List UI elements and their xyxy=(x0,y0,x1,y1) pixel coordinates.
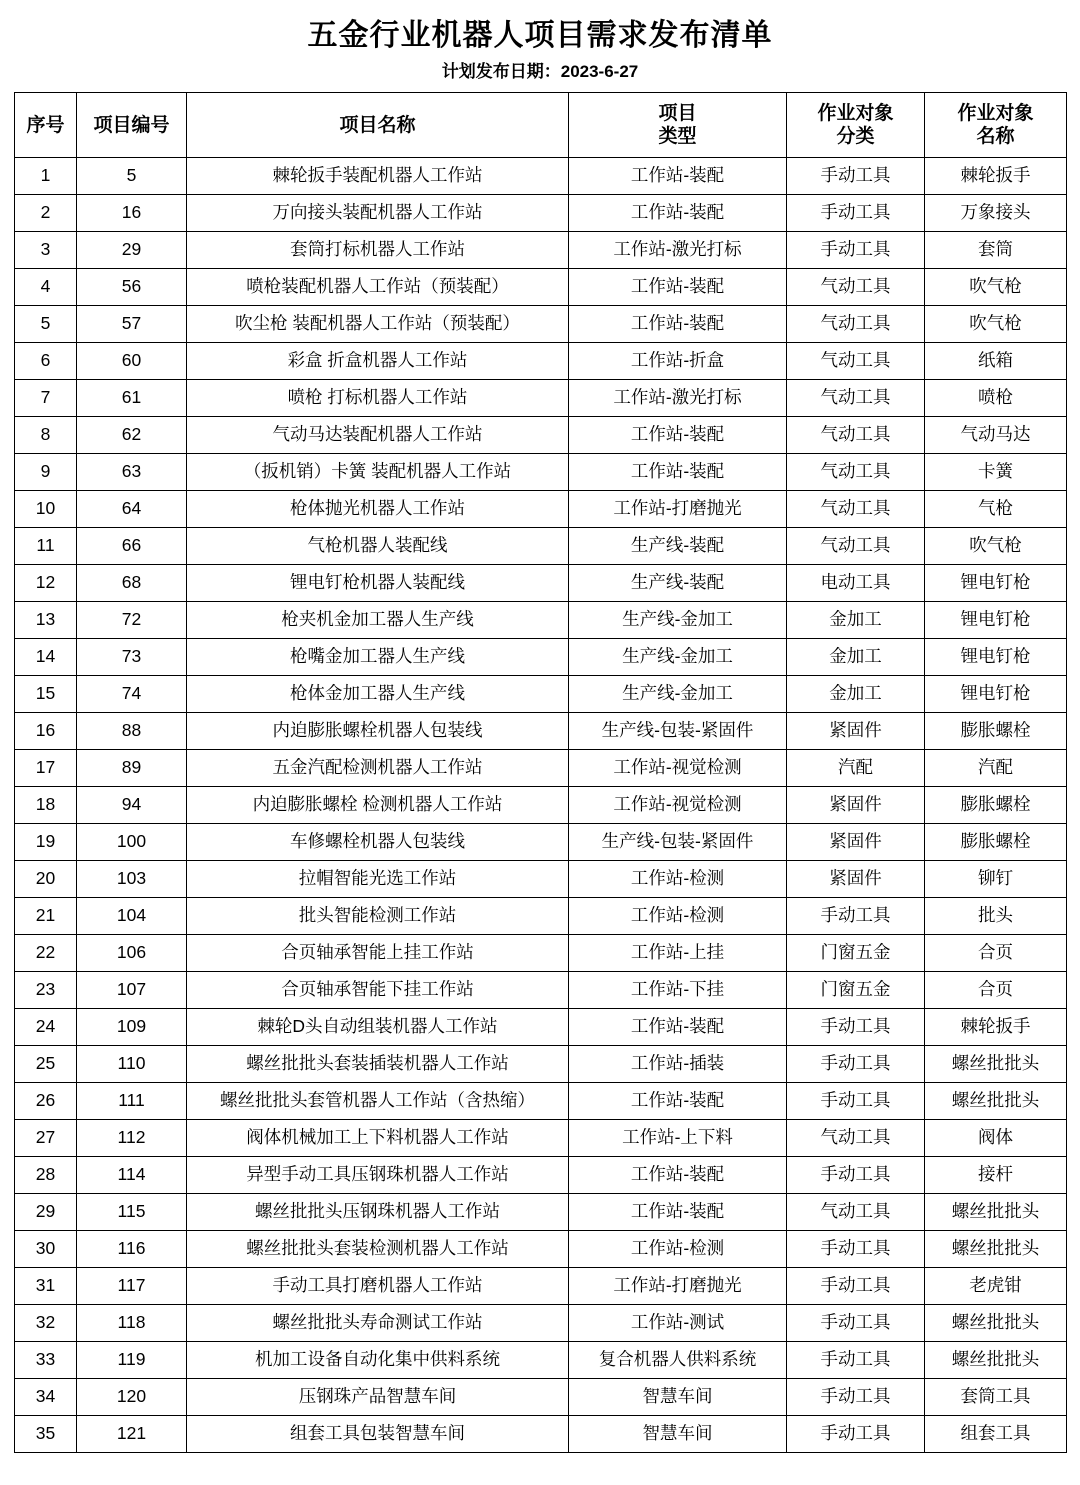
cell-object-name: 纸箱 xyxy=(925,343,1067,380)
cell-code: 68 xyxy=(77,565,187,602)
table-row xyxy=(15,1120,1067,1157)
table-row xyxy=(15,861,1067,898)
table-row xyxy=(15,1268,1067,1305)
cell-object-name: 汽配 xyxy=(925,750,1067,787)
cell-seq: 15 xyxy=(15,676,77,713)
column-header-object xyxy=(925,93,1067,158)
table-row xyxy=(15,1342,1067,1379)
cell-seq: 2 xyxy=(15,195,77,232)
cell-object-category: 紧固件 xyxy=(787,787,925,824)
publish-date-subtitle: 计划发布日期：2023-6-27 xyxy=(441,62,639,81)
cell-project-name: 内迫膨胀螺栓 检测机器人工作站 xyxy=(187,787,569,824)
cell-code: 88 xyxy=(77,713,187,750)
cell-object-category: 气动工具 xyxy=(787,380,925,417)
table-body xyxy=(15,158,1067,1453)
cell-object-category: 汽配 xyxy=(787,750,925,787)
cell-object-category: 手动工具 xyxy=(787,1231,925,1268)
table-row xyxy=(15,639,1067,676)
cell-object-name: 螺丝批批头 xyxy=(925,1342,1067,1379)
cell-project-name: 车修螺栓机器人包装线 xyxy=(187,824,569,861)
cell-seq: 35 xyxy=(15,1416,77,1453)
cell-project-name: 螺丝批批头压钢珠机器人工作站 xyxy=(187,1194,569,1231)
cell-object-category: 金加工 xyxy=(787,639,925,676)
cell-seq: 16 xyxy=(15,713,77,750)
cell-seq: 23 xyxy=(15,972,77,1009)
cell-project-name: 螺丝批批头套装插装机器人工作站 xyxy=(187,1046,569,1083)
cell-code: 109 xyxy=(77,1009,187,1046)
column-header-type-line2: 类型 xyxy=(658,126,697,148)
cell-seq: 1 xyxy=(15,158,77,195)
cell-project-name: 内迫膨胀螺栓机器人包装线 xyxy=(187,713,569,750)
table-row xyxy=(15,528,1067,565)
cell-code: 103 xyxy=(77,861,187,898)
cell-object-name: 批头 xyxy=(925,898,1067,935)
cell-project-name: （扳机销）卡簧 装配机器人工作站 xyxy=(187,454,569,491)
cell-object-name: 气枪 xyxy=(925,491,1067,528)
column-header-object-line1: 作业对象 xyxy=(957,102,1034,124)
column-header-category-line1: 作业对象 xyxy=(817,102,894,124)
cell-object-category: 气动工具 xyxy=(787,343,925,380)
cell-object-category: 气动工具 xyxy=(787,1120,925,1157)
cell-project-type: 生产线-金加工 xyxy=(569,676,787,713)
cell-project-type: 工作站-上下料 xyxy=(569,1120,787,1157)
table-row xyxy=(15,1046,1067,1083)
cell-code: 74 xyxy=(77,676,187,713)
cell-project-type: 工作站-检测 xyxy=(569,861,787,898)
cell-object-category: 手动工具 xyxy=(787,1416,925,1453)
cell-project-name: 合页轴承智能上挂工作站 xyxy=(187,935,569,972)
cell-seq: 22 xyxy=(15,935,77,972)
cell-code: 63 xyxy=(77,454,187,491)
table-row xyxy=(15,898,1067,935)
cell-code: 66 xyxy=(77,528,187,565)
cell-project-type: 工作站-视觉检测 xyxy=(569,750,787,787)
cell-project-name: 阀体机械加工上下料机器人工作站 xyxy=(187,1120,569,1157)
table-row xyxy=(15,1231,1067,1268)
cell-object-category: 气动工具 xyxy=(787,454,925,491)
cell-seq: 32 xyxy=(15,1305,77,1342)
cell-project-name: 万向接头装配机器人工作站 xyxy=(187,195,569,232)
cell-project-name: 枪体金加工器人生产线 xyxy=(187,676,569,713)
cell-project-name: 套筒打标机器人工作站 xyxy=(187,232,569,269)
cell-seq: 14 xyxy=(15,639,77,676)
cell-seq: 10 xyxy=(15,491,77,528)
cell-project-type: 工作站-视觉检测 xyxy=(569,787,787,824)
cell-object-name: 螺丝批批头 xyxy=(925,1046,1067,1083)
cell-project-name: 喷枪 打标机器人工作站 xyxy=(187,380,569,417)
cell-object-name: 合页 xyxy=(925,935,1067,972)
cell-seq: 5 xyxy=(15,306,77,343)
cell-project-type: 工作站-装配 xyxy=(569,1194,787,1231)
cell-code: 117 xyxy=(77,1268,187,1305)
table-row xyxy=(15,972,1067,1009)
cell-object-name: 万象接头 xyxy=(925,195,1067,232)
cell-project-name: 异型手动工具压钢珠机器人工作站 xyxy=(187,1157,569,1194)
cell-project-type: 工作站-装配 xyxy=(569,1083,787,1120)
table-row xyxy=(15,1305,1067,1342)
cell-seq: 21 xyxy=(15,898,77,935)
cell-code: 64 xyxy=(77,491,187,528)
table-row xyxy=(15,565,1067,602)
cell-code: 57 xyxy=(77,306,187,343)
column-header-seq: 序号 xyxy=(15,93,77,158)
cell-seq: 17 xyxy=(15,750,77,787)
cell-object-name: 螺丝批批头 xyxy=(925,1231,1067,1268)
cell-project-name: 螺丝批批头套装检测机器人工作站 xyxy=(187,1231,569,1268)
cell-seq: 26 xyxy=(15,1083,77,1120)
cell-project-name: 气动马达装配机器人工作站 xyxy=(187,417,569,454)
cell-object-category: 手动工具 xyxy=(787,898,925,935)
table-row xyxy=(15,935,1067,972)
cell-object-name: 膨胀螺栓 xyxy=(925,713,1067,750)
cell-code: 116 xyxy=(77,1231,187,1268)
cell-project-type: 工作站-测试 xyxy=(569,1305,787,1342)
cell-object-name: 吹气枪 xyxy=(925,269,1067,306)
cell-project-name: 枪体抛光机器人工作站 xyxy=(187,491,569,528)
column-header-code: 项目编号 xyxy=(77,93,187,158)
cell-object-name: 锂电钉枪 xyxy=(925,676,1067,713)
cell-project-type: 工作站-装配 xyxy=(569,1157,787,1194)
cell-project-type: 生产线-装配 xyxy=(569,528,787,565)
cell-seq: 25 xyxy=(15,1046,77,1083)
table-header xyxy=(15,93,1067,158)
cell-object-name: 套筒 xyxy=(925,232,1067,269)
table-row xyxy=(15,750,1067,787)
cell-object-name: 组套工具 xyxy=(925,1416,1067,1453)
cell-object-name: 合页 xyxy=(925,972,1067,1009)
table-row xyxy=(15,158,1067,195)
table-row xyxy=(15,787,1067,824)
column-header-object-line2: 名称 xyxy=(976,126,1015,148)
cell-project-name: 锂电钉枪机器人装配线 xyxy=(187,565,569,602)
cell-object-category: 气动工具 xyxy=(787,491,925,528)
cell-seq: 27 xyxy=(15,1120,77,1157)
cell-object-name: 锂电钉枪 xyxy=(925,565,1067,602)
table-row xyxy=(15,232,1067,269)
cell-code: 100 xyxy=(77,824,187,861)
cell-seq: 31 xyxy=(15,1268,77,1305)
cell-seq: 33 xyxy=(15,1342,77,1379)
table-row xyxy=(15,417,1067,454)
cell-project-name: 螺丝批批头寿命测试工作站 xyxy=(187,1305,569,1342)
cell-object-name: 喷枪 xyxy=(925,380,1067,417)
cell-object-name: 吹气枪 xyxy=(925,528,1067,565)
page-title: 五金行业机器人项目需求发布清单 xyxy=(307,19,773,52)
cell-seq: 8 xyxy=(15,417,77,454)
cell-object-name: 卡簧 xyxy=(925,454,1067,491)
cell-code: 5 xyxy=(77,158,187,195)
cell-project-type: 工作站-装配 xyxy=(569,269,787,306)
cell-project-type: 工作站-装配 xyxy=(569,417,787,454)
cell-object-name: 吹气枪 xyxy=(925,306,1067,343)
cell-object-category: 门窗五金 xyxy=(787,935,925,972)
cell-code: 62 xyxy=(77,417,187,454)
cell-code: 110 xyxy=(77,1046,187,1083)
cell-object-category: 手动工具 xyxy=(787,1157,925,1194)
table-row xyxy=(15,1416,1067,1453)
cell-object-name: 膨胀螺栓 xyxy=(925,787,1067,824)
cell-object-category: 金加工 xyxy=(787,602,925,639)
cell-project-type: 工作站-打磨抛光 xyxy=(569,1268,787,1305)
cell-project-type: 工作站-装配 xyxy=(569,454,787,491)
cell-project-name: 压钢珠产品智慧车间 xyxy=(187,1379,569,1416)
cell-code: 118 xyxy=(77,1305,187,1342)
cell-project-name: 组套工具包装智慧车间 xyxy=(187,1416,569,1453)
cell-project-type: 工作站-打磨抛光 xyxy=(569,491,787,528)
cell-object-category: 紧固件 xyxy=(787,824,925,861)
cell-project-type: 工作站-装配 xyxy=(569,306,787,343)
cell-project-type: 工作站-上挂 xyxy=(569,935,787,972)
cell-code: 120 xyxy=(77,1379,187,1416)
cell-object-name: 铆钉 xyxy=(925,861,1067,898)
column-header-type-line1: 项目 xyxy=(658,102,697,124)
cell-project-name: 批头智能检测工作站 xyxy=(187,898,569,935)
column-header-type xyxy=(569,93,787,158)
cell-project-type: 生产线-金加工 xyxy=(569,602,787,639)
cell-project-name: 吹尘枪 装配机器人工作站（预装配） xyxy=(187,306,569,343)
cell-project-type: 生产线-包装-紧固件 xyxy=(569,824,787,861)
table-row xyxy=(15,491,1067,528)
cell-seq: 20 xyxy=(15,861,77,898)
cell-seq: 7 xyxy=(15,380,77,417)
cell-seq: 6 xyxy=(15,343,77,380)
cell-object-category: 手动工具 xyxy=(787,1268,925,1305)
cell-seq: 13 xyxy=(15,602,77,639)
cell-code: 16 xyxy=(77,195,187,232)
cell-object-category: 气动工具 xyxy=(787,528,925,565)
table-row xyxy=(15,824,1067,861)
cell-project-type: 工作站-折盒 xyxy=(569,343,787,380)
column-header-name: 项目名称 xyxy=(187,93,569,158)
cell-project-type: 生产线-金加工 xyxy=(569,639,787,676)
cell-object-name: 螺丝批批头 xyxy=(925,1305,1067,1342)
cell-object-category: 手动工具 xyxy=(787,195,925,232)
table-row xyxy=(15,454,1067,491)
cell-object-name: 锂电钉枪 xyxy=(925,639,1067,676)
cell-code: 94 xyxy=(77,787,187,824)
cell-project-type: 工作站-激光打标 xyxy=(569,232,787,269)
cell-code: 61 xyxy=(77,380,187,417)
cell-seq: 30 xyxy=(15,1231,77,1268)
cell-project-name: 五金汽配检测机器人工作站 xyxy=(187,750,569,787)
cell-object-name: 棘轮扳手 xyxy=(925,1009,1067,1046)
cell-code: 104 xyxy=(77,898,187,935)
table-row xyxy=(15,306,1067,343)
cell-code: 29 xyxy=(77,232,187,269)
cell-project-name: 棘轮扳手装配机器人工作站 xyxy=(187,158,569,195)
cell-project-name: 棘轮D头自动组装机器人工作站 xyxy=(187,1009,569,1046)
table-row xyxy=(15,1379,1067,1416)
cell-code: 114 xyxy=(77,1157,187,1194)
table-row xyxy=(15,195,1067,232)
cell-project-name: 喷枪装配机器人工作站（预装配） xyxy=(187,269,569,306)
project-requirements-table xyxy=(14,92,1067,1453)
cell-project-type: 工作站-激光打标 xyxy=(569,380,787,417)
cell-code: 111 xyxy=(77,1083,187,1120)
cell-object-category: 电动工具 xyxy=(787,565,925,602)
cell-project-name: 手动工具打磨机器人工作站 xyxy=(187,1268,569,1305)
table-row xyxy=(15,676,1067,713)
cell-project-type: 工作站-检测 xyxy=(569,898,787,935)
cell-object-category: 门窗五金 xyxy=(787,972,925,1009)
cell-seq: 29 xyxy=(15,1194,77,1231)
cell-project-type: 工作站-检测 xyxy=(569,1231,787,1268)
column-header-category xyxy=(787,93,925,158)
cell-seq: 34 xyxy=(15,1379,77,1416)
cell-code: 56 xyxy=(77,269,187,306)
cell-project-name: 彩盒 折盒机器人工作站 xyxy=(187,343,569,380)
cell-project-type: 智慧车间 xyxy=(569,1379,787,1416)
cell-code: 119 xyxy=(77,1342,187,1379)
cell-object-category: 气动工具 xyxy=(787,1194,925,1231)
table-row xyxy=(15,1194,1067,1231)
cell-project-type: 工作站-装配 xyxy=(569,1009,787,1046)
cell-seq: 24 xyxy=(15,1009,77,1046)
table-header-row xyxy=(15,93,1067,158)
cell-object-category: 气动工具 xyxy=(787,269,925,306)
cell-project-name: 枪嘴金加工器人生产线 xyxy=(187,639,569,676)
cell-object-name: 套筒工具 xyxy=(925,1379,1067,1416)
cell-object-category: 手动工具 xyxy=(787,1009,925,1046)
table-row xyxy=(15,1009,1067,1046)
cell-project-name: 机加工设备自动化集中供料系统 xyxy=(187,1342,569,1379)
cell-project-name: 枪夹机金加工器人生产线 xyxy=(187,602,569,639)
cell-seq: 4 xyxy=(15,269,77,306)
table-row xyxy=(15,269,1067,306)
cell-seq: 19 xyxy=(15,824,77,861)
cell-object-name: 老虎钳 xyxy=(925,1268,1067,1305)
cell-project-type: 工作站-下挂 xyxy=(569,972,787,1009)
cell-object-category: 气动工具 xyxy=(787,306,925,343)
cell-code: 72 xyxy=(77,602,187,639)
cell-seq: 28 xyxy=(15,1157,77,1194)
cell-seq: 9 xyxy=(15,454,77,491)
cell-object-category: 手动工具 xyxy=(787,158,925,195)
table-row xyxy=(15,1157,1067,1194)
table-row xyxy=(15,713,1067,750)
cell-project-name: 气枪机器人装配线 xyxy=(187,528,569,565)
cell-code: 115 xyxy=(77,1194,187,1231)
cell-object-category: 手动工具 xyxy=(787,1046,925,1083)
table-row xyxy=(15,602,1067,639)
cell-object-name: 阀体 xyxy=(925,1120,1067,1157)
cell-project-type: 工作站-装配 xyxy=(569,195,787,232)
cell-object-name: 气动马达 xyxy=(925,417,1067,454)
cell-project-name: 拉帽智能光选工作站 xyxy=(187,861,569,898)
column-header-category-line2: 分类 xyxy=(836,126,875,148)
cell-seq: 3 xyxy=(15,232,77,269)
cell-object-category: 手动工具 xyxy=(787,1305,925,1342)
cell-project-type: 复合机器人供料系统 xyxy=(569,1342,787,1379)
cell-code: 106 xyxy=(77,935,187,972)
cell-object-name: 螺丝批批头 xyxy=(925,1083,1067,1120)
cell-object-category: 紧固件 xyxy=(787,713,925,750)
cell-project-type: 生产线-装配 xyxy=(569,565,787,602)
cell-object-name: 螺丝批批头 xyxy=(925,1194,1067,1231)
cell-code: 107 xyxy=(77,972,187,1009)
cell-code: 121 xyxy=(77,1416,187,1453)
cell-project-type: 智慧车间 xyxy=(569,1416,787,1453)
cell-object-name: 锂电钉枪 xyxy=(925,602,1067,639)
cell-project-type: 工作站-插装 xyxy=(569,1046,787,1083)
cell-object-category: 气动工具 xyxy=(787,417,925,454)
table-row xyxy=(15,380,1067,417)
cell-object-name: 膨胀螺栓 xyxy=(925,824,1067,861)
cell-code: 60 xyxy=(77,343,187,380)
cell-object-category: 手动工具 xyxy=(787,1342,925,1379)
cell-object-category: 金加工 xyxy=(787,676,925,713)
cell-object-name: 棘轮扳手 xyxy=(925,158,1067,195)
cell-seq: 12 xyxy=(15,565,77,602)
cell-seq: 18 xyxy=(15,787,77,824)
cell-code: 73 xyxy=(77,639,187,676)
table-row xyxy=(15,1083,1067,1120)
cell-object-category: 紧固件 xyxy=(787,861,925,898)
cell-object-category: 手动工具 xyxy=(787,1379,925,1416)
cell-object-category: 手动工具 xyxy=(787,232,925,269)
cell-object-name: 接杆 xyxy=(925,1157,1067,1194)
cell-project-name: 螺丝批批头套管机器人工作站（含热缩） xyxy=(187,1083,569,1120)
cell-code: 89 xyxy=(77,750,187,787)
cell-project-name: 合页轴承智能下挂工作站 xyxy=(187,972,569,1009)
cell-seq: 11 xyxy=(15,528,77,565)
cell-code: 112 xyxy=(77,1120,187,1157)
cell-project-type: 生产线-包装-紧固件 xyxy=(569,713,787,750)
cell-project-type: 工作站-装配 xyxy=(569,158,787,195)
table-row xyxy=(15,343,1067,380)
cell-object-category: 手动工具 xyxy=(787,1083,925,1120)
